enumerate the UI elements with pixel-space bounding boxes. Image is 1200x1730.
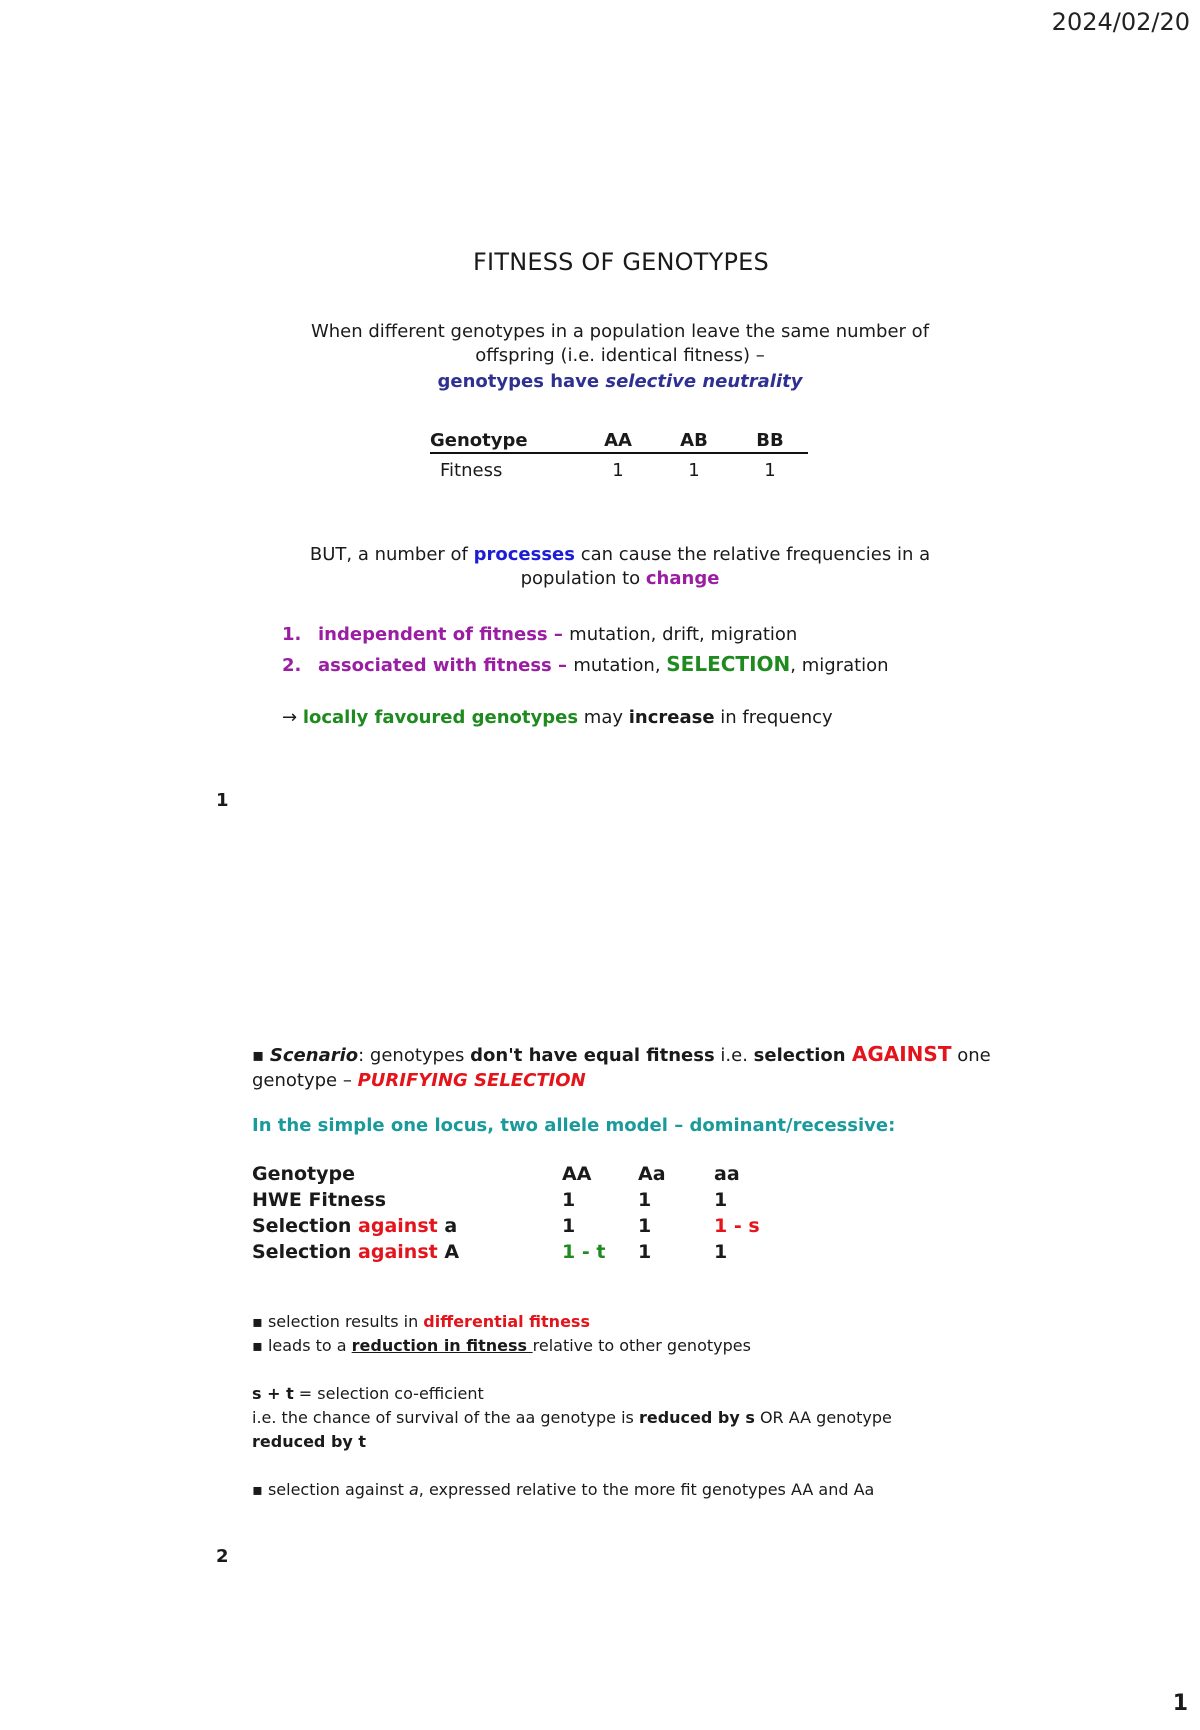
allele-term: a xyxy=(408,1480,419,1499)
against-term: against xyxy=(358,1241,438,1263)
list-dash: – xyxy=(551,655,574,676)
selection-table xyxy=(252,1161,790,1265)
text-run: selection xyxy=(753,1045,852,1066)
table-cell: 1 xyxy=(638,1241,652,1263)
selection-term: SELECTION xyxy=(666,652,791,676)
list-label: independent of fitness xyxy=(318,624,548,645)
list-item xyxy=(252,1334,751,1358)
table-cell: 1 xyxy=(714,1241,728,1263)
table-cell: 1 xyxy=(764,459,776,481)
text-run: relative to other genotypes xyxy=(532,1336,751,1355)
table-header: Genotype xyxy=(430,430,580,454)
table-header: AB xyxy=(656,430,732,454)
text-run: selection results in xyxy=(267,1312,424,1331)
text-run: , expressed relative to the more fit genotypes AA and Aa xyxy=(418,1480,875,1499)
coefficient-line xyxy=(252,1382,892,1406)
processes-line-2 xyxy=(290,567,950,591)
intro-line-2: offspring (i.e. identical fitness) – xyxy=(475,345,765,366)
neutrality-line xyxy=(290,370,950,394)
slide1-title: FITNESS OF GENOTYPES xyxy=(473,248,769,276)
favoured-term: locally favoured genotypes xyxy=(302,707,579,728)
text-run: one xyxy=(951,1045,991,1066)
text-run: in frequency xyxy=(714,707,833,728)
table-cell: 1 xyxy=(562,1215,576,1237)
process-list xyxy=(282,624,889,680)
page-number: 1 xyxy=(1172,1691,1188,1716)
increase-term: increase xyxy=(628,707,715,728)
genotype-fitness-table xyxy=(430,428,808,484)
slide-number: 2 xyxy=(216,1546,229,1567)
list-item xyxy=(282,624,889,652)
table-header-row xyxy=(252,1161,790,1187)
list-number: 2. xyxy=(282,655,302,676)
table-cell: HWE Fitness xyxy=(252,1189,387,1211)
bullet-icon: ▪ xyxy=(252,1480,268,1499)
fitness-bullets xyxy=(252,1310,751,1358)
conclusion-line xyxy=(282,707,833,728)
table-header-row xyxy=(430,428,808,456)
table-cell: 1 xyxy=(638,1215,652,1237)
processes-paragraph xyxy=(290,543,950,591)
coefficient-term: s + t xyxy=(252,1384,294,1403)
table-cell xyxy=(252,1241,562,1263)
table-header: BB xyxy=(732,430,808,454)
bullet-icon: ▪ xyxy=(252,1312,268,1331)
list-item xyxy=(282,652,889,680)
bullet-icon: ▪ xyxy=(252,1045,270,1066)
intro-line-1: When different genotypes in a population leave the same number of xyxy=(310,321,930,342)
text-run: Selection xyxy=(252,1241,359,1263)
scenario-paragraph xyxy=(252,1042,991,1093)
list-dash: – xyxy=(547,624,570,645)
table-cell: 1 xyxy=(612,459,624,481)
table-cell: 1 - t xyxy=(562,1241,606,1263)
processes-line-1 xyxy=(290,543,950,567)
table-header: aa xyxy=(714,1163,740,1185)
slide1-intro xyxy=(290,320,950,394)
text-run: : genotypes xyxy=(358,1045,471,1066)
processes-term: processes xyxy=(473,544,575,565)
against-term: against xyxy=(358,1215,438,1237)
document-date: 2024/02/20 xyxy=(1051,8,1190,36)
text-run: may xyxy=(578,707,629,728)
table-cell xyxy=(252,1215,562,1237)
list-text: mutation, xyxy=(573,655,667,676)
bullet-icon: ▪ xyxy=(252,1336,268,1355)
text-run: don't have equal fitness xyxy=(470,1045,715,1066)
text-run: selection against xyxy=(267,1480,409,1499)
text-run: Selection xyxy=(252,1215,359,1237)
table-cell: 1 xyxy=(714,1189,728,1211)
table-cell: 1 xyxy=(638,1189,652,1211)
list-label: associated with fitness xyxy=(318,655,552,676)
against-term: AGAINST xyxy=(851,1042,952,1066)
change-term: change xyxy=(645,568,720,589)
text-run: A xyxy=(437,1241,460,1263)
model-heading: In the simple one locus, two allele model – dominant/recessive: xyxy=(252,1115,896,1136)
text-run: population to xyxy=(520,568,646,589)
neutrality-text: genotypes have xyxy=(437,371,606,392)
differential-term: differential fitness xyxy=(423,1312,590,1331)
text-run: leads to a xyxy=(267,1336,352,1355)
list-number: 1. xyxy=(282,624,302,645)
list-item xyxy=(252,1310,751,1334)
neutrality-term: selective neutrality xyxy=(605,371,803,392)
table-header: Aa xyxy=(638,1163,666,1185)
chance-line-2: reduced by t xyxy=(252,1432,367,1451)
relative-selection-line xyxy=(252,1478,874,1502)
text-run: genotype – xyxy=(252,1070,358,1091)
text-run: a xyxy=(437,1215,458,1237)
list-text: , migration xyxy=(790,655,889,676)
table-cell: 1 - s xyxy=(714,1215,760,1237)
table-cell: Fitness xyxy=(440,459,503,481)
table-header: AA xyxy=(562,1163,592,1185)
purifying-term: PURIFYING SELECTION xyxy=(357,1070,586,1091)
table-cell: 1 xyxy=(688,459,700,481)
text-run: i.e. the chance of survival of the aa genotype is xyxy=(252,1408,639,1427)
scenario-label: Scenario xyxy=(269,1045,359,1066)
reduced-term: reduced by s xyxy=(638,1408,755,1427)
text-run: = selection co-efficient xyxy=(293,1384,484,1403)
chance-line xyxy=(252,1406,892,1430)
table-row xyxy=(252,1187,790,1213)
table-row xyxy=(252,1213,790,1239)
text-run: i.e. xyxy=(714,1045,754,1066)
list-text: mutation, drift, migration xyxy=(569,624,798,645)
text-run: OR AA genotype xyxy=(754,1408,892,1427)
arrow-icon: → xyxy=(282,707,303,728)
table-header: AA xyxy=(580,430,656,454)
scenario-line-2 xyxy=(252,1068,991,1093)
table-row xyxy=(252,1239,790,1265)
reduction-term: reduction in fitness xyxy=(351,1336,533,1355)
slide-number: 1 xyxy=(216,790,229,811)
table-cell: 1 xyxy=(562,1189,576,1211)
table-header: Genotype xyxy=(252,1163,356,1185)
coefficient-paragraph xyxy=(252,1382,892,1454)
text-run: can cause the relative frequencies in a xyxy=(574,544,931,565)
table-row xyxy=(430,456,808,484)
scenario-line-1 xyxy=(252,1042,991,1068)
text-run: BUT, a number of xyxy=(309,544,474,565)
